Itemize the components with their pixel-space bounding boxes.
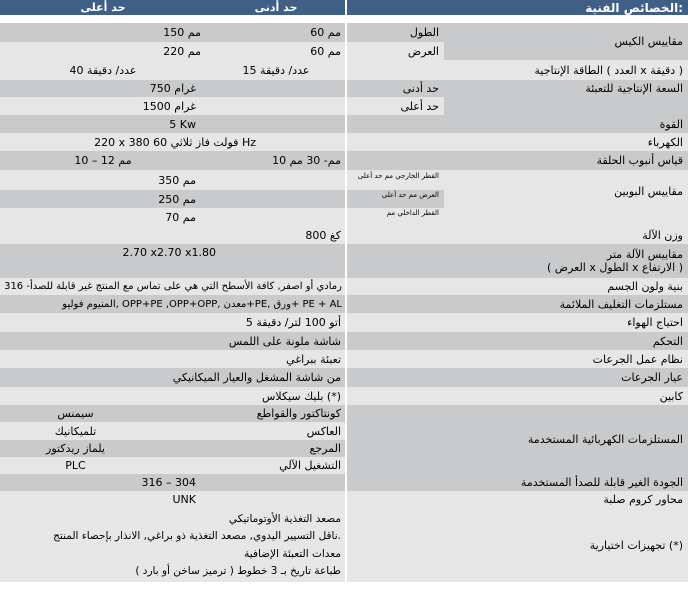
packaging-value: المنيوم فوليو, OPP+PE ,OPP+OPP, معدن+PE, ورق+ PE + AL [0, 295, 346, 313]
production-max: 40 عدد/ دقيقة [0, 60, 206, 80]
electricity-label: الكهرباء [346, 133, 688, 151]
bobbin-label: مقاييس البوبين [444, 170, 688, 226]
machine-dims-label2: ( العرض x الطول x الارتفاع ) [546, 261, 683, 274]
electricity-value: 220 x 380 فولت فاز ثلاثي 60 Hz [0, 133, 346, 151]
filling-min-label: حد أدنى [346, 80, 444, 97]
case-width-min: 60 مم [206, 42, 346, 60]
air-value: 5 أتو 100 لتر/ دقيقة [0, 313, 346, 332]
electrical-brand-2: تلميكانيك [0, 422, 206, 440]
electrical-name-3: المرجع [206, 440, 346, 457]
electrical-brand-1: سيمنس [0, 405, 206, 422]
case-dimensions-label: مقاييس الكيس [444, 23, 688, 60]
machine-dims-value: 2.70 x2.70 x1.80 [0, 244, 346, 278]
case-width-max: 220 مم [0, 42, 206, 60]
machine-dims-label: مقاييس الآلة متر [606, 248, 683, 261]
ring-tube-min: 10 مم- 30 مم [206, 151, 346, 170]
case-width-label: العرض [346, 42, 444, 60]
packaging-label: مستلزمات التغليف الملائمة [346, 295, 688, 313]
optional-item: معدات التعبئة الإضافية [244, 547, 341, 560]
dose-calib-value: من شاشة المشغل والعيار الميكانيكي [0, 368, 346, 387]
electrical-name-1: كونتاكتور والقواطع [206, 405, 346, 422]
quality-value: 316 – 304 [0, 474, 346, 491]
dose-system-label: نظام عمل الجرعات [346, 350, 688, 368]
filling-max-label: حد أعلى [346, 97, 444, 115]
control-value: شاشة ملونة على اللمس [0, 332, 346, 350]
body-value: رمادي أو اصفر, كافة الأسطح التي هي على تماس مع المنتج غير قابلة للصدأ- 316 [0, 278, 346, 295]
bobbin-inner: 70 مم [0, 208, 346, 226]
cabin-value: بليك سيكلاس (*) [0, 387, 346, 405]
ring-tube-max: 10 – 12 مم [0, 151, 206, 170]
chrome-label: محاور كروم صلبة [346, 491, 688, 508]
optional-label: تجهيزات اختيارية (*) [346, 508, 688, 582]
dose-calib-label: عيار الجرعات [346, 368, 688, 387]
optional-item: طباعة تاريخ بـ 3 خطوط ( ترميز ساخن أو بارد ) [135, 565, 341, 578]
machine-dims-label-cell [346, 244, 688, 278]
chrome-value: UNK [0, 491, 346, 508]
header-gap [0, 15, 688, 23]
column-divider [345, 0, 347, 582]
optional-item: مصعد التغذية الأوتوماتيكي [228, 512, 341, 525]
electrical-brand-3: يلماز ريدكتور [0, 440, 206, 457]
header-specs: الخصائص الفنية: [346, 0, 688, 15]
production-label: الطاقة الإنتاجية ( العدد x دقيقة ) [346, 60, 688, 80]
quality-label: الجودة الغير قابلة للصدأ المستخدمة [346, 474, 688, 491]
electrical-label: المستلزمات الكهربائية المستخدمة [346, 405, 688, 474]
weight-label: وزن الآلة [346, 226, 688, 244]
filling-max: 1500 غرام [0, 97, 346, 115]
header-max: حد أعلى [0, 0, 206, 15]
optional-list [0, 508, 346, 582]
bobbin-inner-label: القطر الداخلي مم [346, 208, 444, 226]
control-label: التحكم [346, 332, 688, 350]
bobbin-width: 250 مم [0, 190, 346, 208]
body-label: بنية ولون الجسم [346, 278, 688, 295]
dose-system-value: تعبئة ببراغي [0, 350, 346, 368]
cabin-label: كابين [346, 387, 688, 405]
power-value: 5 Kw [0, 115, 346, 133]
production-min: 15 عدد/ دقيقة [206, 60, 346, 80]
bobbin-width-label: العرض مم حد أعلى [346, 190, 444, 208]
power-label: القوة [346, 115, 688, 133]
case-length-max: 150 مم [0, 23, 206, 42]
air-label: احتياج الهواء [346, 313, 688, 332]
bobbin-outer-label: القطر الخارجي مم حد أعلى [346, 170, 444, 190]
header-min: حد أدنى [206, 0, 346, 15]
filling-min: 750 غرام [0, 80, 346, 97]
electrical-name-2: العاكس [206, 422, 346, 440]
case-length-label: الطول [346, 23, 444, 42]
electrical-name-4: التشغيل الآلي [206, 457, 346, 474]
weight-value: 800 كغ [0, 226, 346, 244]
optional-item: ناقل التسيير اليدوي, مصعد التغذية ذو براغي, الانذار بإحصاء المنتج. [53, 530, 341, 543]
case-length-min: 60 مم [206, 23, 346, 42]
ring-tube-label: قياس أنبوب الحلقة [346, 151, 688, 170]
filling-label: السعة الإنتاجية للتعبئة [444, 80, 688, 115]
electrical-brand-4: PLC [0, 457, 206, 474]
bobbin-outer: 350 مم [0, 170, 346, 190]
